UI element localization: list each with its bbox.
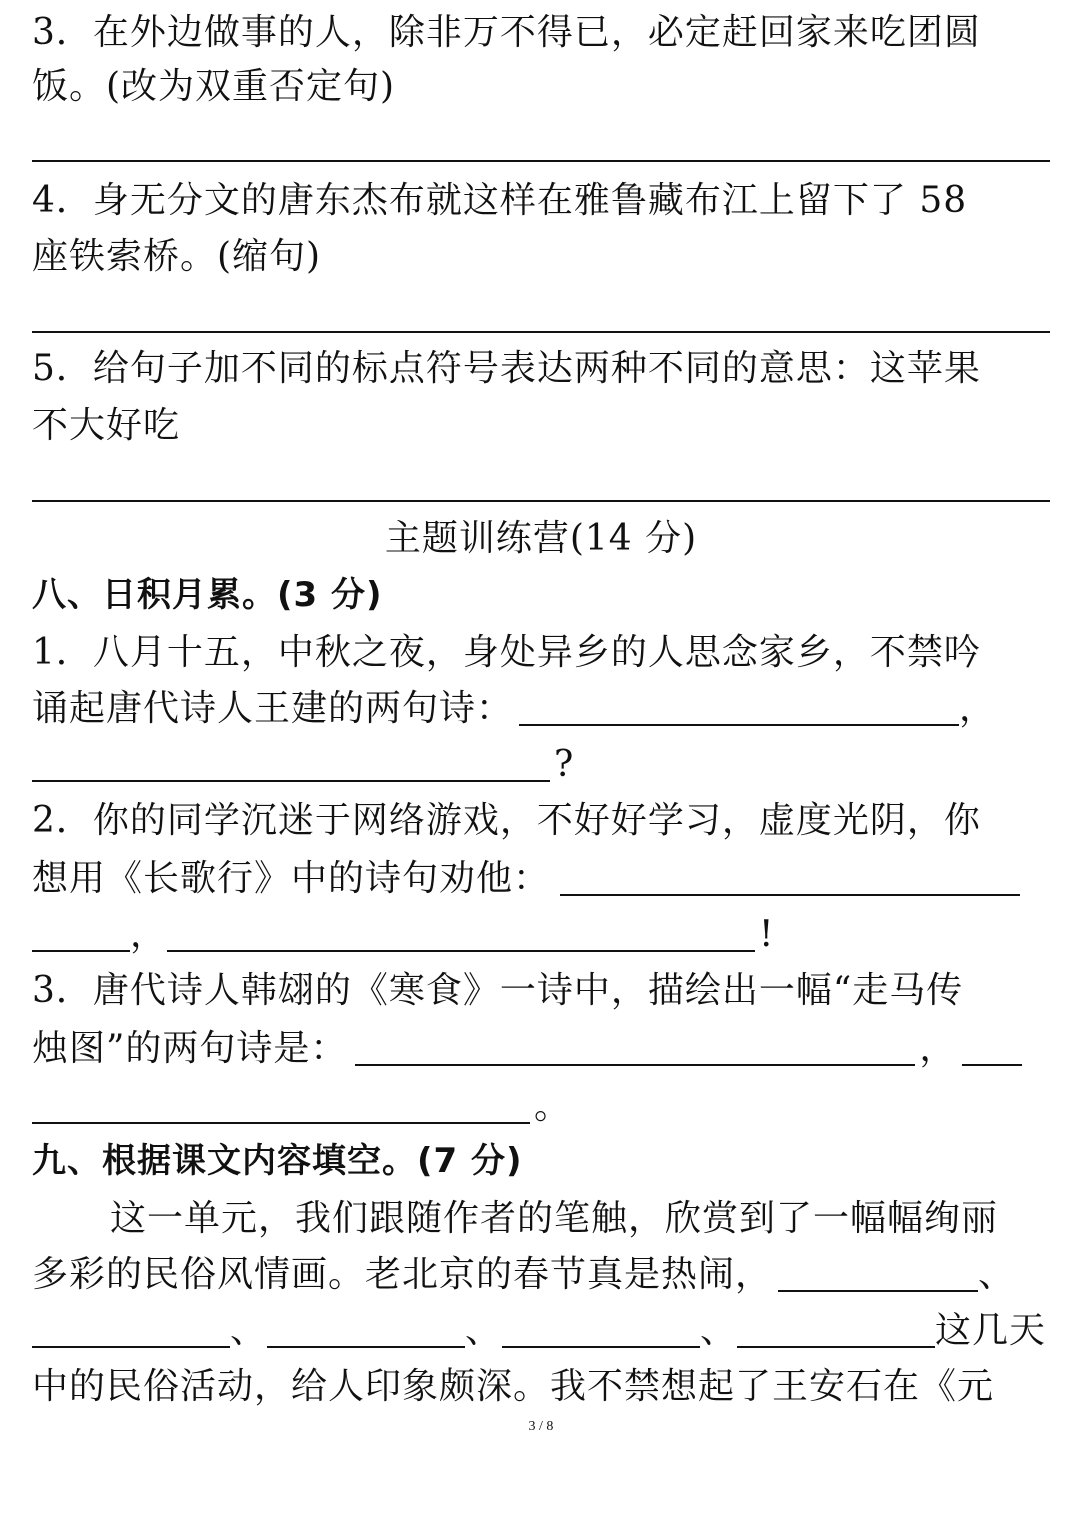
q4-line1: 4．身无分文的唐东杰布就这样在雅鲁藏布江上留下了 58 xyxy=(32,180,968,221)
question-mark: ? xyxy=(554,744,575,785)
part8-item3-line3 xyxy=(32,1084,571,1130)
period: 。 xyxy=(534,1086,572,1127)
comma: ， xyxy=(130,914,168,955)
part8-item2-line3 xyxy=(32,912,774,958)
q5-answer-line[interactable] xyxy=(32,500,1050,502)
part9-para-line3 xyxy=(32,1308,1046,1354)
part8-item2-prompt: 想用《长歌行》中的诗句劝他： xyxy=(32,858,551,899)
answer-blank[interactable] xyxy=(737,1314,935,1348)
q3-line1: 3．在外边做事的人，除非万不得已，必定赶回家来吃团圆 xyxy=(32,12,981,53)
answer-blank[interactable] xyxy=(32,1314,230,1348)
part8-item3-line1: 3．唐代诗人韩翃的《寒食》一诗中，描绘出一幅“走马传 xyxy=(32,970,964,1011)
answer-blank[interactable] xyxy=(167,918,755,952)
q4-line2: 座铁索桥。(缩句) xyxy=(32,236,322,277)
part9-para-line2 xyxy=(32,1252,1015,1298)
answer-blank[interactable] xyxy=(32,748,550,782)
dun-mark: 、 xyxy=(700,1310,738,1351)
part8-item2-line2 xyxy=(32,856,1020,902)
dun-mark: 、 xyxy=(230,1310,268,1351)
part9-line3-end: 这几天 xyxy=(935,1310,1047,1351)
part9-para-line4: 中的民俗活动，给人印象颇深。我不禁想起了王安石在《元 xyxy=(32,1366,995,1407)
answer-blank[interactable] xyxy=(32,1090,530,1124)
part8-item3-prompt: 烛图”的两句诗是： xyxy=(32,1028,348,1069)
part9-para-line1: 这一单元，我们跟随作者的笔触，欣赏到了一幅幅绚丽 xyxy=(110,1198,999,1239)
q5-line1: 5．给句子加不同的标点符号表达两种不同的意思：这苹果 xyxy=(32,348,981,389)
part8-heading: 八、日积月累。(3 分) xyxy=(32,575,383,615)
dun-mark: 、 xyxy=(978,1254,1016,1295)
answer-blank[interactable] xyxy=(519,692,959,726)
page-number: 3 / 8 xyxy=(528,1419,554,1434)
q4-answer-line[interactable] xyxy=(32,331,1050,333)
part8-item1-line1: 1．八月十五，中秋之夜，身处异乡的人思念家乡，不禁吟 xyxy=(32,632,981,673)
q3-line2: 饭。(改为双重否定句) xyxy=(32,66,396,107)
q5-line2: 不大好吃 xyxy=(32,405,181,446)
part8-item3-line2 xyxy=(32,1026,1022,1072)
section-title: 主题训练营(14 分) xyxy=(384,518,698,559)
answer-blank[interactable] xyxy=(560,862,1020,896)
part8-item2-line1: 2．你的同学沉迷于网络游戏，不好好学习，虚度光阴，你 xyxy=(32,800,981,841)
part9-heading: 九、根据课文内容填空。(7 分) xyxy=(32,1141,523,1181)
part8-item1-line3 xyxy=(32,742,574,788)
answer-blank[interactable] xyxy=(267,1314,465,1348)
part9-prompt: 多彩的民俗风情画。老北京的春节真是热闹， xyxy=(32,1254,773,1295)
answer-blank[interactable] xyxy=(778,1258,978,1292)
answer-blank[interactable] xyxy=(32,918,130,952)
answer-blank[interactable] xyxy=(355,1032,915,1066)
exclaim: ! xyxy=(759,914,775,955)
comma: ， xyxy=(959,688,997,729)
answer-blank[interactable] xyxy=(502,1314,700,1348)
q3-answer-line[interactable] xyxy=(32,160,1050,162)
part8-item1-line2 xyxy=(32,686,996,732)
answer-blank[interactable] xyxy=(962,1032,1022,1066)
part8-item1-prompt: 诵起唐代诗人王建的两句诗： xyxy=(32,688,514,729)
comma: ， xyxy=(919,1028,957,1069)
dun-mark: 、 xyxy=(465,1310,503,1351)
document-page xyxy=(32,0,1050,1527)
